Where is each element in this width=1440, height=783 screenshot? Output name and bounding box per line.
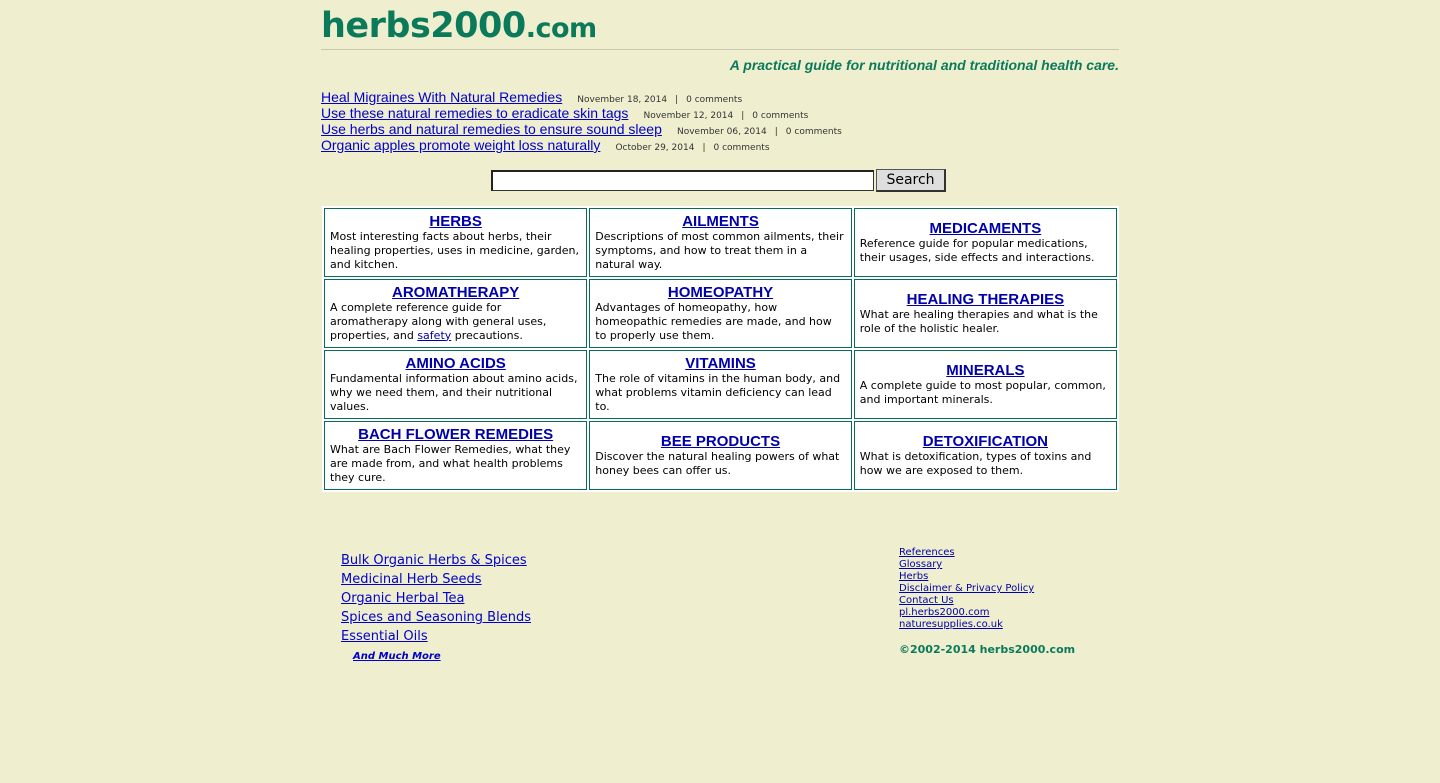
news-item [321, 137, 842, 153]
news-date: November 06, 2014 [676, 127, 767, 137]
category-description: A complete guide to most popular, common, and important minerals. [859, 378, 1106, 406]
header-divider [321, 49, 1119, 50]
news-separator: | [702, 143, 706, 153]
logo-main: herbs2000 [321, 6, 526, 46]
news-meta [677, 127, 842, 137]
category-cell [854, 208, 1117, 277]
category-cell [324, 350, 587, 419]
shop-link[interactable]: Essential Oils [341, 629, 428, 644]
category-link-homeopathy[interactable]: HOMEOPATHY [667, 283, 774, 301]
news-date: October 29, 2014 [615, 143, 695, 153]
category-description: Descriptions of most common ailments, their symptoms, and how to treat them in a natural way. [595, 229, 844, 271]
category-description: Advantages of homeopathy, how homeopathic remedies are made, and how to properly use them. [595, 300, 832, 342]
news-list [321, 89, 842, 153]
category-link-healing-therapies[interactable]: HEALING THERAPIES [906, 290, 1065, 308]
shop-link[interactable]: Spices and Seasoning Blends [341, 610, 531, 625]
news-meta [643, 111, 808, 121]
category-cell [589, 208, 851, 277]
footer-link-references[interactable]: References [899, 547, 955, 558]
category-description: The role of vitamins in the human body, and what problems vitamin deficiency can lead to. [595, 371, 841, 413]
news-meta [615, 143, 769, 153]
news-item [321, 105, 842, 121]
shop-more-link[interactable]: And Much More [353, 651, 441, 662]
category-link-vitamins[interactable]: VITAMINS [685, 354, 756, 372]
category-cell [324, 421, 587, 490]
footer-link-disclaimer[interactable]: Disclaimer & Privacy Policy [899, 583, 1035, 594]
category-description: What is detoxification, types of toxins and how we are exposed to them. [859, 449, 1092, 477]
category-description [330, 301, 581, 343]
desc-text-before: A complete reference guide for aromatherapy along with general uses, properties, and [330, 300, 547, 342]
category-cell [589, 279, 851, 348]
news-date: November 12, 2014 [643, 111, 734, 121]
category-description: Reference guide for popular medications, their usages, side effects and interactions. [859, 236, 1095, 264]
category-description: What are Bach Flower Remedies, what they are made from, and what health problems they cure. [330, 442, 571, 484]
category-link-medicaments[interactable]: MEDICAMENTS [929, 219, 1042, 237]
footer-link-contact[interactable]: Contact Us [899, 595, 954, 606]
news-comments: 0 comments [785, 127, 842, 137]
category-link-bach-flower[interactable]: BACH FLOWER REMEDIES [358, 425, 554, 443]
category-cell [589, 421, 851, 490]
category-grid [322, 206, 1119, 492]
category-link-ailments[interactable]: AILMENTS [682, 212, 759, 230]
category-link-minerals[interactable]: MINERALS [946, 361, 1025, 379]
news-comments: 0 comments [713, 143, 770, 153]
site-logo[interactable] [321, 6, 597, 49]
shop-link[interactable]: Medicinal Herb Seeds [341, 572, 482, 587]
news-separator: | [774, 127, 778, 137]
logo-domain: .com [525, 13, 597, 44]
category-link-amino-acids[interactable]: AMINO ACIDS [405, 354, 506, 372]
category-cell [854, 279, 1117, 348]
news-separator: | [741, 111, 745, 121]
news-link[interactable]: Use these natural remedies to eradicate skin tags [321, 105, 629, 121]
category-description: Fundamental information about amino acids, why we need them, and their nutritional values. [330, 371, 578, 413]
news-separator: | [675, 95, 679, 105]
category-cell [854, 421, 1117, 490]
news-meta [577, 95, 742, 105]
news-link[interactable]: Organic apples promote weight loss naturally [321, 137, 601, 153]
shop-link[interactable]: Bulk Organic Herbs & Spices [341, 553, 527, 568]
category-link-herbs[interactable]: HERBS [429, 212, 482, 230]
category-description: Discover the natural healing powers of what honey bees can offer us. [595, 449, 840, 477]
news-item [321, 121, 842, 137]
news-link[interactable]: Use herbs and natural remedies to ensure sound sleep [321, 121, 662, 137]
shop-links [341, 551, 531, 668]
copyright: ©2002-2014 herbs2000.com [899, 643, 1076, 656]
news-comments: 0 comments [752, 111, 809, 121]
footer-links [899, 547, 1075, 656]
news-comments: 0 comments [686, 95, 743, 105]
news-date: November 18, 2014 [577, 95, 668, 105]
shop-link[interactable]: Organic Herbal Tea [341, 591, 465, 606]
news-link[interactable]: Heal Migraines With Natural Remedies [321, 89, 563, 105]
footer-link-pl[interactable]: pl.herbs2000.com [899, 607, 990, 618]
category-description: Most interesting facts about herbs, their healing properties, uses in medicine, garden, and kitchen. [330, 229, 580, 271]
tagline: A practical guide for nutritional and traditional health care. [729, 57, 1119, 73]
category-link-aromatherapy[interactable]: AROMATHERAPY [392, 283, 520, 301]
category-cell [854, 350, 1117, 419]
category-link-bee-products[interactable]: BEE PRODUCTS [660, 432, 781, 450]
category-description: What are healing therapies and what is the role of the holistic healer. [859, 307, 1098, 335]
search-input[interactable] [491, 170, 874, 191]
news-item [321, 89, 842, 105]
footer-link-herbs[interactable]: Herbs [899, 571, 929, 582]
category-cell [324, 279, 587, 348]
category-link-detoxification[interactable]: DETOXIFICATION [922, 432, 1049, 450]
safety-link[interactable]: safety [417, 328, 452, 342]
footer-link-glossary[interactable]: Glossary [899, 559, 943, 570]
category-cell [589, 350, 851, 419]
footer-link-naturesupplies[interactable]: naturesupplies.co.uk [899, 619, 1003, 630]
search-button[interactable]: Search [876, 169, 946, 192]
search-form [491, 169, 946, 192]
category-cell [324, 208, 587, 277]
desc-text-after: precautions. [451, 328, 523, 342]
